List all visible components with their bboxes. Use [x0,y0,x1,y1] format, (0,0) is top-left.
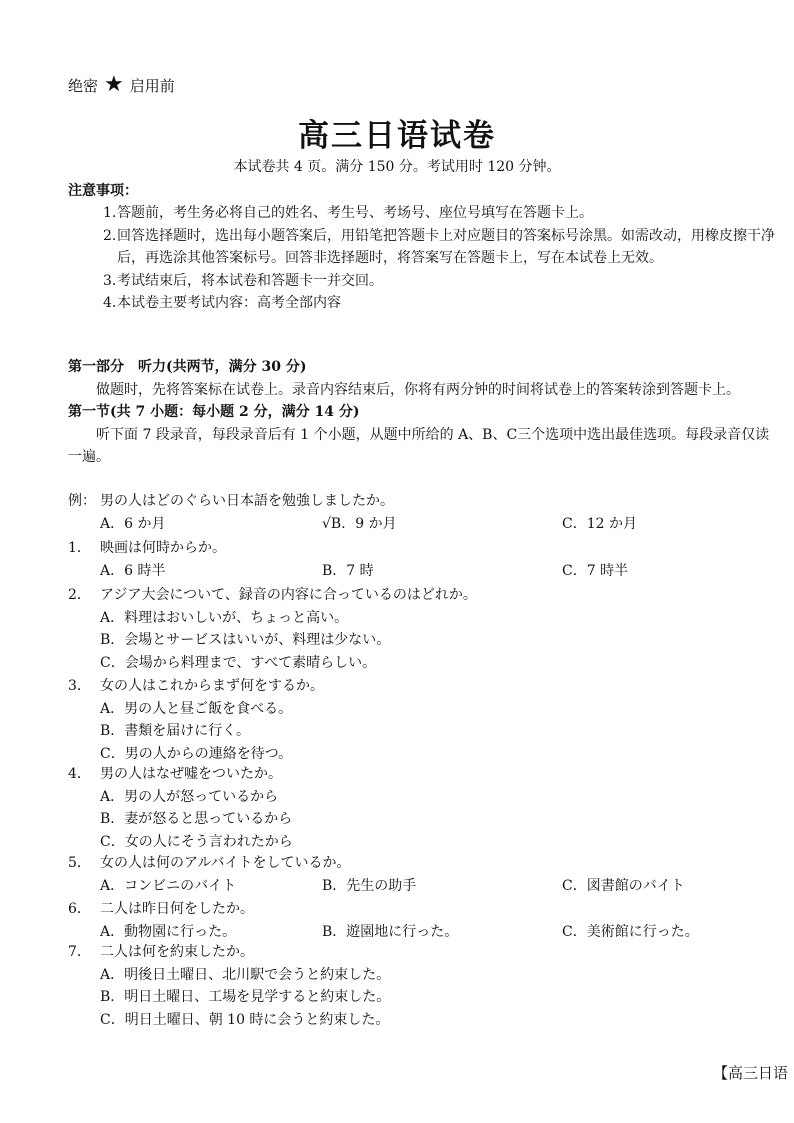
option-a: A．6 か月 [100,515,166,532]
option-c: C．図書館のバイト [562,877,685,894]
option-c: C．会場から料理まで、すべて素晴らしい。 [100,654,377,671]
option-b: B．7 時 [322,562,374,579]
question-text: 女の人はこれからまず何をするか。 [100,678,324,694]
question-4: 4． 男の人はなぜ嘘をついたか。 A．男の人が怒っているから B．妻が怒ると思っているから C．女の人にそう言われたから [68,763,778,853]
option-c: C．美術館に行った。 [562,923,699,940]
star-icon: ★ [104,72,124,97]
question-6: 6． 二人は昨日何をしたか。 A．動物園に行った。 B．遊園地に行った。 C．美術館に行った。 [68,898,778,943]
confidential-label: 绝密 [68,76,99,95]
question-1: 1． 映画は何時からか。 A．6 時半 B．7 時 C．7 時半 [68,537,778,582]
option-b: B．遊園地に行った。 [322,923,459,940]
option-list [68,607,778,675]
section1-heading: 第一节(共 7 小题：每小题 2 分，满分 14 分) [68,404,360,420]
option-c: C．女の人にそう言われたから [100,833,293,850]
question-text: 二人は昨日何をしたか。 [100,901,254,917]
example-label: 例： [68,493,96,509]
option-b: B．妻が怒ると思っているから [100,811,293,827]
option-a: A．男の人と昼ご飯を食べる。 [100,700,293,717]
option-row [68,921,778,944]
notice-item: 1. 答题前，考生务必将自己的姓名、考生号、考场号、座位号填写在答题卡上。 [103,205,593,221]
question-5: 5． 女の人は何のアルバイトをしているか。 A．コンビニのバイト B．先生の助手 C．図書館のバイト [68,852,778,897]
question-text: 映画は何時からか。 [100,540,226,556]
notice-item: 3. 考试结束后，将本试卷和答题卡一并交回。 [103,272,383,289]
option-c: C．7 時半 [562,562,629,579]
option-a: A．6 時半 [100,562,166,579]
section1-instruction: 听下面 7 段录音，每段录音后有 1 个小题，从题中所给的 A、B、C三个选项中选出最佳选项。每段录音仅读一遍。 [68,426,770,465]
option-row [68,875,778,898]
question-text: 男の人はなぜ嘘をついたか。 [100,766,282,782]
option-b: √B．9 か月 [322,515,397,532]
option-a: A．男の人が怒っているから [100,788,279,805]
part1-instruction: 做题时，先将答案标在试卷上。录音内容结束后，你将有两分钟的时间将试卷上的答案转涂到答题卡上。 [96,381,740,398]
option-row [68,560,778,583]
option-b: B．書類を届けに行く。 [100,723,251,739]
example-question [68,490,778,535]
exam-info: 本试卷共 4 页。满分 150 分。考试用时 120 分钟。 [233,159,561,175]
option-c: C．男の人からの連絡を待つ。 [100,745,293,762]
page-footer: 【高三日语 [712,1064,788,1082]
option-list [68,964,778,1032]
option-list [68,786,778,854]
question-2: 2． アジア大会について、録音の内容に合っているのはどれか。 A．料理はおいしいが、ちょっと高い。 B．会場とサービスはいいが、料理は少ない。 C．会場から料理まで、すべて素晴らしい。 [68,584,778,674]
page-title: 高三日语试卷 [298,118,496,154]
option-c: C．明日土曜日、朝 10 時に会うと約束した。 [100,1011,390,1028]
part1-block [68,356,778,469]
question-text: アジア大会について、録音の内容に合っているのはどれか。 [100,587,477,603]
option-list [68,698,778,766]
notice-item: 2. 回答选择题时，选出每小题答案后，用铅笔把答题卡上对应题目的答案标号涂黑。如需改动，用橡皮擦干净后，再选涂其他答案标号。回答非选择题时，将答案写在答题卡上，写在本试卷上无效。 [103,227,775,266]
option-a: A．料理はおいしいが、ちょっと高い。 [100,609,349,626]
question-3: 3． 女の人はこれからまず何をするか。 A．男の人と昼ご飯を食べる。 B．書類を届けに行く。 C．男の人からの連絡を待つ。 [68,675,778,765]
notice-heading: 注意事项： [68,183,138,199]
option-c: C．12 か月 [562,515,637,532]
question-text: 女の人は何のアルバイトをしているか。 [100,855,351,871]
option-b: B．明日土曜日、工場を見学すると約束した。 [100,989,391,1005]
question-text: 二人は何を約束したか。 [100,944,254,960]
part1-heading: 第一部分 听力(共两节，满分 30 分) [68,359,307,375]
confidential-mark [68,74,175,96]
option-a: A．動物園に行った。 [100,923,237,940]
before-use-label: 启用前 [129,76,175,95]
option-a: A．コンビニのバイト [100,877,237,894]
option-a: A．明後日土曜日、北川駅で会うと約束した。 [100,966,391,983]
question-7: 7． 二人は何を約束したか。 A．明後日土曜日、北川駅で会うと約束した。 B．明日土曜日、工場を見学すると約束した。 C．明日土曜日、朝 10 時に会うと約束した。 [68,941,778,1031]
option-row [68,513,778,536]
notice-item: 4. 本试卷主要考试内容：高考全部内容 [103,295,341,311]
question-text: 男の人はどのぐらい日本語を勉強しましたか。 [100,493,394,509]
option-b: B．先生の助手 [322,877,417,894]
notice-list [103,202,783,315]
option-b: B．会場とサービスはいいが、料理は少ない。 [100,632,391,648]
